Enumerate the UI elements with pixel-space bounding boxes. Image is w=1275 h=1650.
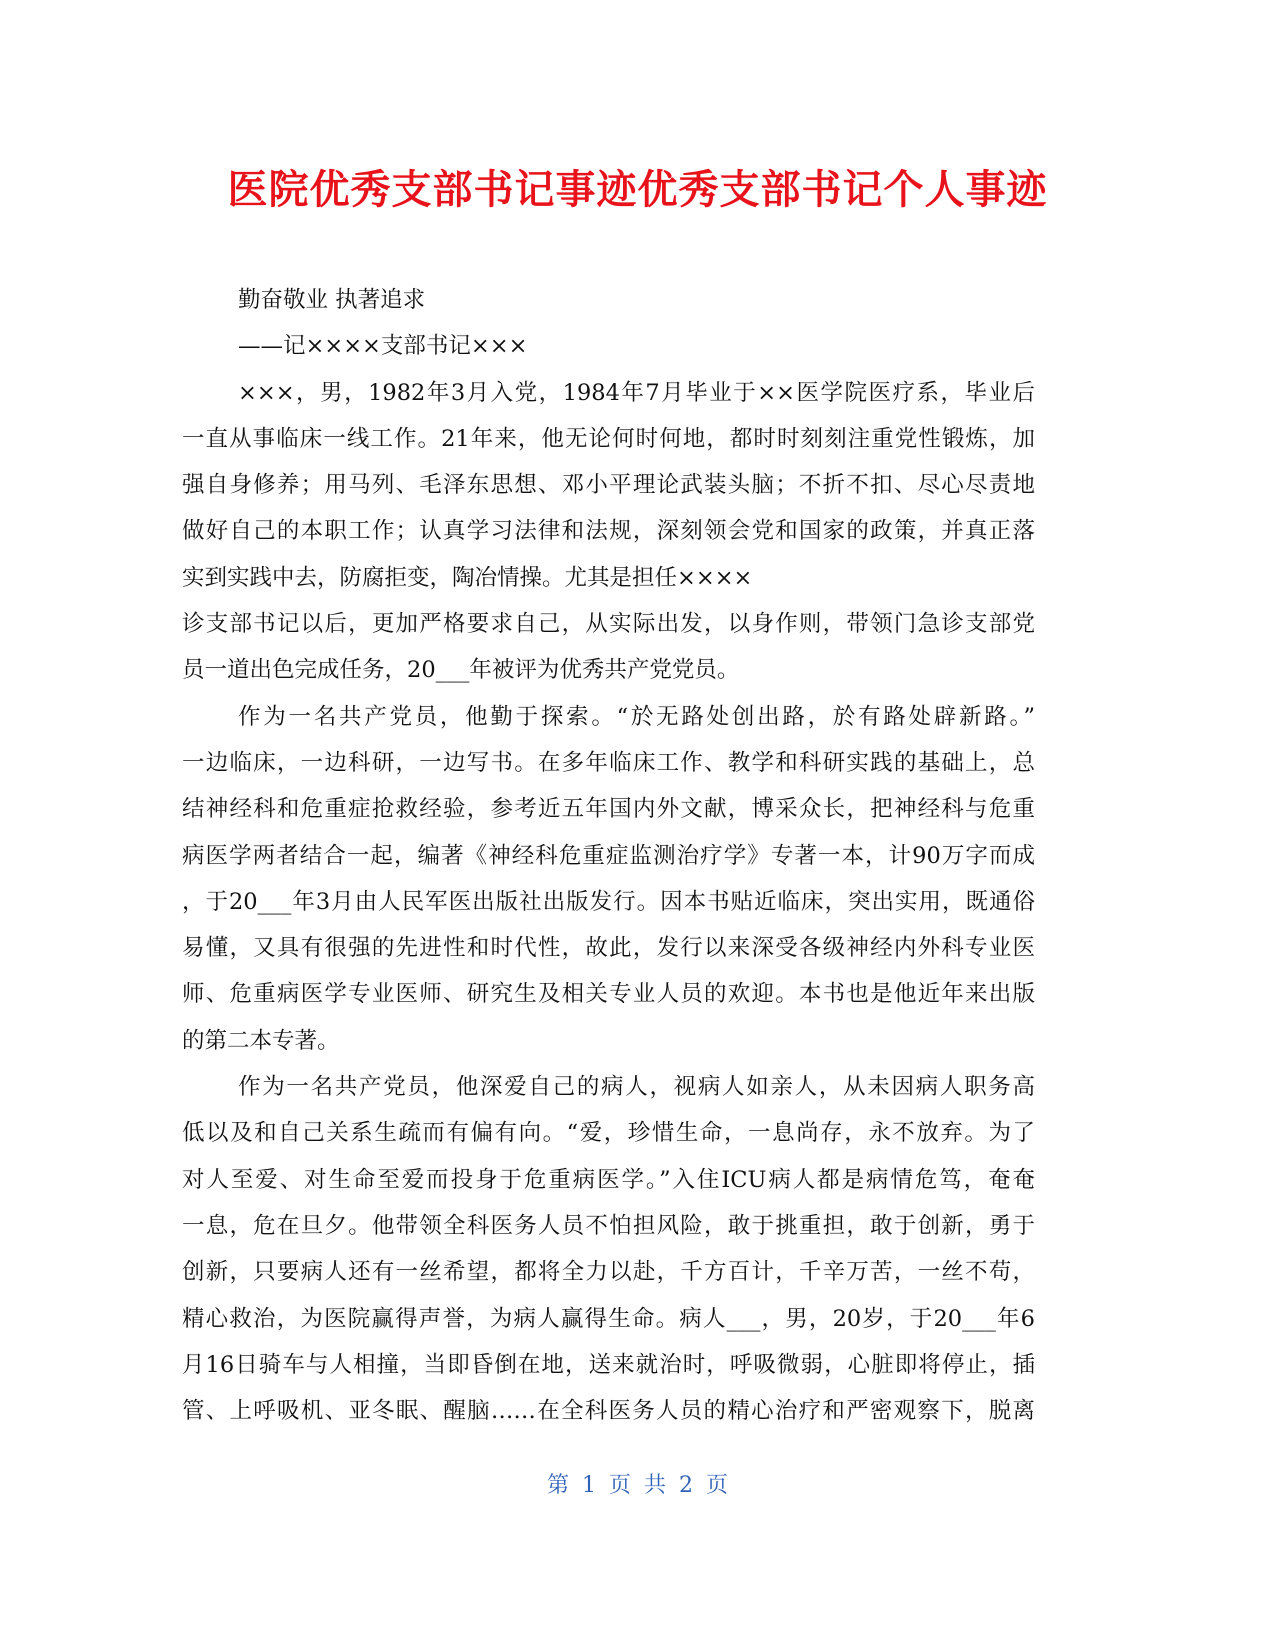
paragraph-line: 病医学两者结合一起，编著《神经科危重症监测治疗学》专著一本，计90万字而成: [182, 842, 1035, 869]
paragraph-line: 月16日骑车与人相撞，当即昏倒在地，送来就治时，呼吸微弱，心脏即将停止，插: [182, 1351, 1035, 1378]
paragraph-line: 一直从事临床一线工作。21年来，他无论何时何地，都时时刻刻注重党性锻炼，加: [182, 425, 1035, 452]
document-body: [182, 277, 1035, 1434]
paragraph-line: 诊支部书记以后，更加严格要求自己，从实际出发，以身作则，带领门急诊支部党: [182, 611, 1035, 638]
page-number-footer: 第 1 页 共 2 页: [547, 1473, 728, 1498]
byline: ——记××××支部书记×××: [238, 333, 528, 360]
paragraph-line: 一息，危在旦夕。他带领全科医务人员不怕担风险，敢于挑重担，敢于创新，勇于: [182, 1212, 1035, 1239]
paragraph-line: ×××，男，1982年3月入党，1984年7月毕业于××医学院医疗系，毕业后: [238, 379, 1035, 406]
page-title: 医院优秀支部书记事迹优秀支部书记个人事迹: [227, 167, 1048, 213]
paragraph-line: 师、危重病医学专业医师、研究生及相关专业人员的欢迎。本书也是他近年来出版: [182, 981, 1035, 1008]
paragraph-line: 精心救治，为医院赢得声誉，为病人赢得生命。病人___，男，20岁，于20___年6: [182, 1305, 1035, 1332]
paragraph-line: 易懂，又具有很强的先进性和时代性，故此，发行以来深受各级神经内外科专业医: [182, 935, 1035, 962]
paragraph-line: 的第二本专著。: [182, 1027, 340, 1054]
paragraph-line: 员一道出色完成任务，20___年被评为优秀共产党党员。: [182, 657, 740, 684]
paragraph-line: ，于20___年3月由人民军医出版社出版发行。因本书贴近临床，突出实用，既通俗: [182, 888, 1035, 915]
paragraph-line: 创新，只要病人还有一丝希望，都将全力以赴，千方百计，千辛万苦，一丝不苟，: [182, 1259, 1035, 1286]
paragraph-line: 结神经科和危重症抢救经验，参考近五年国内外文献，博采众长，把神经科与危重: [182, 796, 1035, 823]
paragraph-line: 对人至爱、对生命至爱而投身于危重病医学。”入住ICU病人都是病情危笃，奄奄: [182, 1166, 1035, 1193]
paragraph-line: 一边临床，一边科研，一边写书。在多年临床工作、教学和科研实践的基础上，总: [182, 749, 1035, 776]
paragraph-line: 低以及和自己关系生疏而有偏有向。“爱，珍惜生命，一息尚存，永不放弃。为了: [182, 1120, 1035, 1147]
paragraph-line: 作为一名共产党员，他勤于探索。“於无路处创出路，於有路处辟新路。”: [238, 703, 1035, 730]
paragraph-line: 强自身修养；用马列、毛泽东思想、邓小平理论武装头脑；不折不扣、尽心尽责地: [182, 472, 1035, 499]
paragraph-line: 管、上呼吸机、亚冬眠、醒脑……在全科医务人员的精心治疗和严密观察下，脱离: [182, 1398, 1035, 1425]
paragraph-line: 实到实践中去，防腐拒变，陶冶情操。尤其是担任××××: [182, 564, 753, 591]
paragraph-line: 做好自己的本职工作；认真学习法律和法规，深刻领会党和国家的政策，并真正落: [182, 518, 1035, 545]
subtitle-line: 勤奋敬业 执著追求: [238, 287, 426, 313]
paragraph-line: 作为一名共产党员，他深爱自己的病人，视病人如亲人，从未因病人职务高: [238, 1074, 1035, 1101]
